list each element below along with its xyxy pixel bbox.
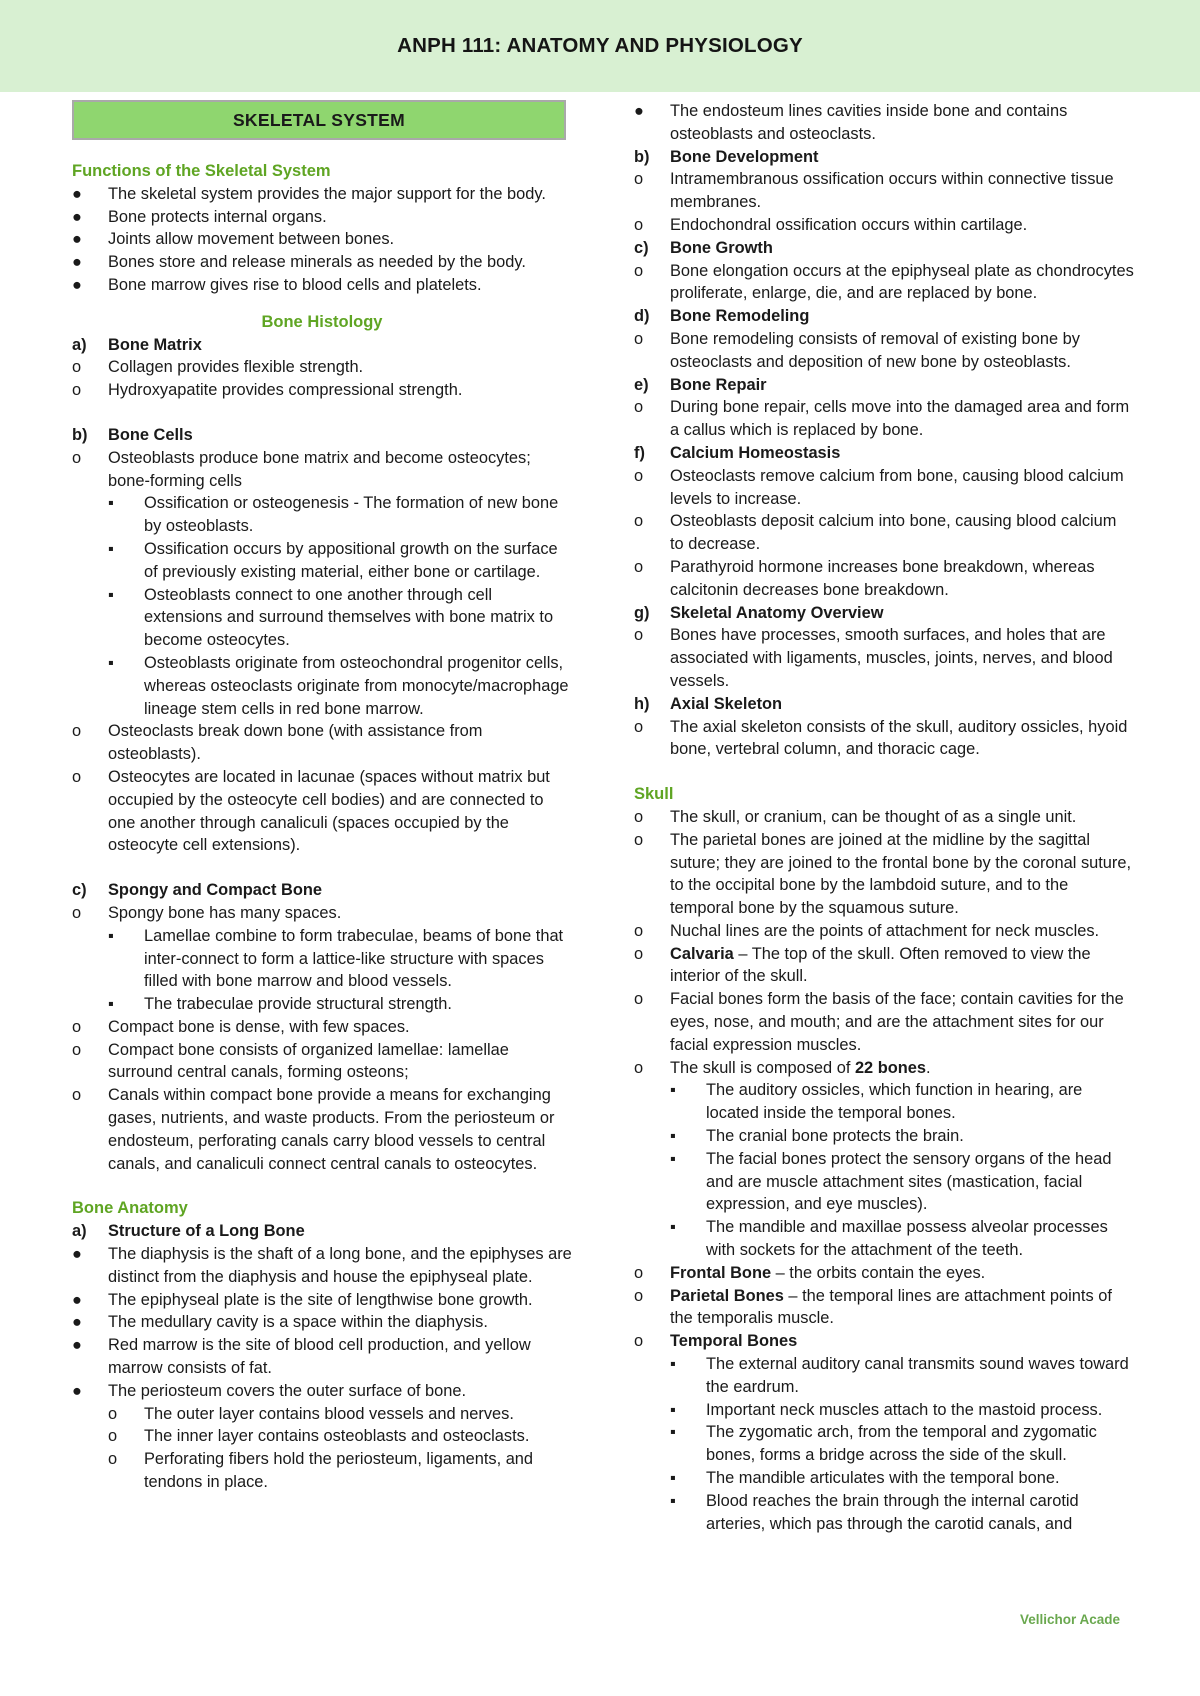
square-marker: ▪: [108, 539, 114, 558]
bullet-marker: ●: [72, 1313, 82, 1332]
circle-marker: o: [634, 557, 644, 576]
functions-heading: Functions of the Skeletal System: [72, 162, 331, 180]
list-item: o The axial skeleton consists of the skull, auditory ossicles, hyoid bone, vertebral column, and thoracic cage.: [634, 717, 1128, 759]
circle-marker: o: [634, 170, 644, 189]
list-item: o Osteoblasts produce bone matrix and become osteocytes; bone-forming cells: [72, 448, 531, 490]
circle-marker: o: [634, 1332, 644, 1351]
square-marker: ▪: [670, 1400, 676, 1419]
circle-marker: o: [72, 358, 82, 377]
sub-list-item: ▪ The mandible articulates with the temporal bone.: [634, 1467, 1134, 1490]
list-item: o Hydroxyapatite provides compressional strength.: [72, 379, 572, 402]
circle-marker: o: [634, 1286, 644, 1305]
circle-marker: o: [72, 767, 82, 786]
square-marker: ▪: [670, 1149, 676, 1168]
circle-marker: o: [108, 1450, 118, 1469]
list-item: o Parathyroid hormone increases bone breakdown, whereas calcitonin decreases bone breakdown.: [634, 557, 1095, 599]
histology-heading: Bone Histology: [261, 312, 383, 331]
list-item: o Collagen provides flexible strength.: [72, 356, 572, 379]
subsection-heading: b) Bone Development: [634, 147, 819, 166]
square-marker: ▪: [108, 494, 114, 513]
subsection-heading: c) Spongy and Compact Bone: [72, 881, 322, 900]
circle-marker: o: [634, 466, 644, 485]
circle-marker: o: [72, 722, 82, 741]
circle-marker: o: [634, 921, 644, 940]
circle-marker: o: [634, 717, 644, 736]
circle-marker: o: [634, 1058, 644, 1077]
sub-list-item: ▪ Lamellae combine to form trabeculae, beams of bone that inter-connect to form a lattice-like structure with spaces filled with bone marrow and blood vessels.: [108, 926, 564, 991]
footer-watermark: Vellichor Acade: [1020, 1612, 1121, 1627]
list-item: o Facial bones form the basis of the face; contain cavities for the eyes, nose, and mouth; and are the attachment sites for our facial expression muscles.: [634, 990, 1124, 1054]
circle-marker: o: [72, 448, 82, 467]
list-item: o Nuchal lines are the points of attachment for neck muscles.: [634, 920, 1134, 943]
sub-list-item: ▪ The external auditory canal transmits sound waves toward the eardrum.: [670, 1355, 1129, 1396]
list-item: o The skull is composed of 22 bones.: [634, 1057, 1134, 1080]
subsection-heading: c) Bone Growth: [634, 238, 773, 257]
square-marker: ▪: [670, 1355, 676, 1374]
sub-list-item: ▪ The facial bones protect the sensory organs of the head and are muscle attachment sites (mastication, facial expression, and eye muscles).: [670, 1149, 1112, 1214]
bullet-marker: ●: [72, 275, 82, 294]
list-item: ● The medullary cavity is a space within the diaphysis.: [72, 1311, 572, 1334]
subsection-heading: f) Calcium Homeostasis: [634, 443, 841, 462]
subsection-heading: a) Bone Matrix: [72, 335, 202, 354]
bullet-marker: ●: [72, 184, 82, 203]
circle-marker: o: [108, 1427, 118, 1446]
circle-marker: o: [634, 329, 644, 348]
list-item: ● Red marrow is the site of blood cell production, and yellow marrow consists of fat.: [72, 1336, 531, 1378]
list-item: ● The endosteum lines cavities inside bone and contains osteoblasts and osteoclasts.: [634, 102, 1068, 143]
square-marker: ▪: [108, 585, 114, 604]
list-item: o Canals within compact bone provide a means for exchanging gases, nutrients, and waste products. From the periosteum or endosteum, perforating canals carry blood vessels to central canals, and canaliculi connect central canals to osteocytes.: [72, 1086, 555, 1173]
sub-list-item: o The outer layer contains blood vessels and nerves.: [72, 1403, 572, 1426]
circle-marker: o: [108, 1404, 118, 1423]
list-item: o Osteoclasts break down bone (with assistance from osteoblasts).: [72, 722, 483, 764]
sub-list-item: ▪ Ossification or osteogenesis - The formation of new bone by osteoblasts.: [108, 494, 559, 536]
circle-marker: o: [72, 381, 82, 400]
page-header: [0, 0, 1200, 92]
square-marker: ▪: [670, 1423, 676, 1442]
right-column: [634, 100, 1134, 1535]
square-marker: ▪: [670, 1218, 676, 1237]
bullet-marker: ●: [72, 1290, 82, 1309]
list-item: ● Joints allow movement between bones.: [72, 228, 572, 251]
list-item: o Intramembranous ossification occurs within connective tissue membranes.: [634, 170, 1114, 212]
skull-heading: Skull: [634, 785, 674, 804]
anatomy-heading: Bone Anatomy: [72, 1199, 188, 1218]
subsection-heading: b) Bone Cells: [72, 425, 193, 444]
circle-marker: o: [72, 1040, 82, 1059]
list-item: o Parietal Bones – the temporal lines are attachment points of the temporalis muscle.: [634, 1286, 1112, 1328]
circle-marker: o: [634, 990, 644, 1009]
list-item: o Osteocytes are located in lacunae (spaces without matrix but occupied by the osteocyte cell bodies) and are connected to one another through canaliculi (spaces occupied by the osteocyte cell extensions).: [72, 767, 550, 855]
sub-list-item: ▪ The cranial bone protects the brain.: [634, 1125, 1134, 1148]
section-title-box: SKELETAL SYSTEM: [72, 100, 566, 140]
square-marker: ▪: [670, 1081, 676, 1100]
subsection-heading: d) Bone Remodeling: [634, 307, 810, 326]
sub-list-item: ▪ Osteoblasts connect to one another through cell extensions and surround themselves with bone matrix to become osteocytes.: [108, 585, 554, 650]
square-marker: ▪: [670, 1491, 676, 1510]
bullet-marker: ●: [72, 1381, 82, 1400]
sub-list-item: ▪ Osteoblasts originate from osteochondral progenitor cells, whereas osteoclasts originate from monocyte/macrophage lineage stem cells in red bone marrow.: [108, 653, 569, 718]
circle-marker: o: [634, 512, 644, 531]
list-item: o Endochondral ossification occurs within cartilage.: [634, 214, 1134, 237]
sub-list-item: ▪ Important neck muscles attach to the mastoid process.: [634, 1399, 1134, 1422]
list-item: o Bone elongation occurs at the epiphyseal plate as chondrocytes proliferate, enlarge, die, and are replaced by bone.: [634, 261, 1134, 303]
bullet-marker: ●: [72, 253, 82, 272]
subsection-heading: e) Bone Repair: [634, 375, 767, 394]
sub-list-item: ▪ The trabeculae provide structural strength.: [72, 993, 572, 1016]
subsection-heading: h) Axial Skeleton: [634, 694, 783, 713]
list-item: o Osteoclasts remove calcium from bone, causing blood calcium levels to increase.: [634, 466, 1124, 508]
square-marker: ▪: [108, 653, 114, 672]
list-item: o The skull, or cranium, can be thought of as a single unit.: [634, 806, 1134, 829]
bullet-marker: ●: [72, 1245, 82, 1264]
circle-marker: o: [634, 830, 644, 849]
list-item: ● Bone marrow gives rise to blood cells and platelets.: [72, 274, 572, 297]
list-item: o The parietal bones are joined at the midline by the sagittal suture; they are joined to the frontal bone by the coronal suture, to the occipital bone by the lambdoid suture, and to the temporal bone by the squamous suture.: [634, 830, 1132, 918]
list-item: ● The epiphyseal plate is the site of lengthwise bone growth.: [72, 1289, 572, 1312]
list-item: ● The skeletal system provides the major support for the body.: [72, 183, 572, 206]
subsection-heading: a) Structure of a Long Bone: [72, 1222, 305, 1241]
list-item: ● The periosteum covers the outer surface of bone.: [72, 1380, 572, 1403]
list-item: ● The diaphysis is the shaft of a long bone, and the epiphyses are distinct from the diaphysis and house the epiphyseal plate.: [72, 1245, 572, 1286]
subsection-heading: g) Skeletal Anatomy Overview: [634, 603, 884, 622]
circle-marker: o: [72, 1017, 82, 1036]
list-item: o Temporal Bones: [634, 1330, 1134, 1353]
square-marker: ▪: [670, 1127, 676, 1146]
sub-list-item: ▪ The auditory ossicles, which function in hearing, are located inside the temporal bones.: [670, 1081, 1083, 1123]
sub-list-item: ▪ Blood reaches the brain through the internal carotid arteries, which pas through the carotid canals, and: [670, 1491, 1079, 1533]
list-item: o Compact bone is dense, with few spaces.: [72, 1016, 572, 1039]
left-column: [72, 100, 572, 1494]
circle-marker: o: [634, 215, 644, 234]
bullet-marker: ●: [72, 230, 82, 249]
bullet-marker: ●: [72, 1336, 82, 1355]
sub-list-item: o The inner layer contains osteoblasts and osteoclasts.: [72, 1425, 572, 1448]
circle-marker: o: [634, 944, 644, 963]
bullet-marker: ●: [634, 102, 644, 120]
circle-marker: o: [634, 398, 644, 417]
bullet-marker: ●: [72, 207, 82, 226]
page-title: ANPH 111: ANATOMY AND PHYSIOLOGY: [397, 34, 803, 57]
list-item: o Frontal Bone – the orbits contain the eyes.: [634, 1262, 1134, 1285]
list-item: o Bone remodeling consists of removal of existing bone by osteoclasts and deposition of new bone by osteoblasts.: [634, 329, 1080, 371]
list-item: o Spongy bone has many spaces.: [72, 902, 572, 925]
square-marker: ▪: [108, 926, 114, 945]
sub-list-item: ▪ The zygomatic arch, from the temporal and zygomatic bones, forms a bridge across the side of the skull.: [670, 1423, 1097, 1465]
square-marker: ▪: [108, 995, 114, 1014]
list-item: ● Bone protects internal organs.: [72, 206, 572, 229]
square-marker: ▪: [670, 1469, 676, 1488]
circle-marker: o: [72, 1086, 82, 1105]
sub-list-item: ▪ Ossification occurs by appositional growth on the surface of previously existing material, either bone or cartilage.: [108, 539, 558, 581]
list-item: o During bone repair, cells move into the damaged area and form a callus which is replaced by bone.: [634, 398, 1130, 440]
circle-marker: o: [634, 626, 644, 645]
sub-list-item: ▪ The mandible and maxillae possess alveolar processes with sockets for the attachment of the teeth.: [670, 1218, 1108, 1260]
list-item: ● Bones store and release minerals as needed by the body.: [72, 251, 572, 274]
circle-marker: o: [634, 261, 644, 280]
list-item: o Bones have processes, smooth surfaces, and holes that are associated with ligaments, muscles, joints, nerves, and blood vessels.: [634, 626, 1113, 690]
sub-list-item: o Perforating fibers hold the periosteum, ligaments, and tendons in place.: [108, 1450, 534, 1492]
list-item: o Calvaria – The top of the skull. Often removed to view the interior of the skull.: [634, 944, 1091, 986]
list-item: o Compact bone consists of organized lamellae: lamellae surround central canals, forming osteons;: [72, 1040, 509, 1082]
circle-marker: o: [634, 807, 644, 826]
circle-marker: o: [634, 1263, 644, 1282]
list-item: o Osteoblasts deposit calcium into bone, causing blood calcium to decrease.: [634, 512, 1117, 554]
circle-marker: o: [72, 903, 82, 922]
